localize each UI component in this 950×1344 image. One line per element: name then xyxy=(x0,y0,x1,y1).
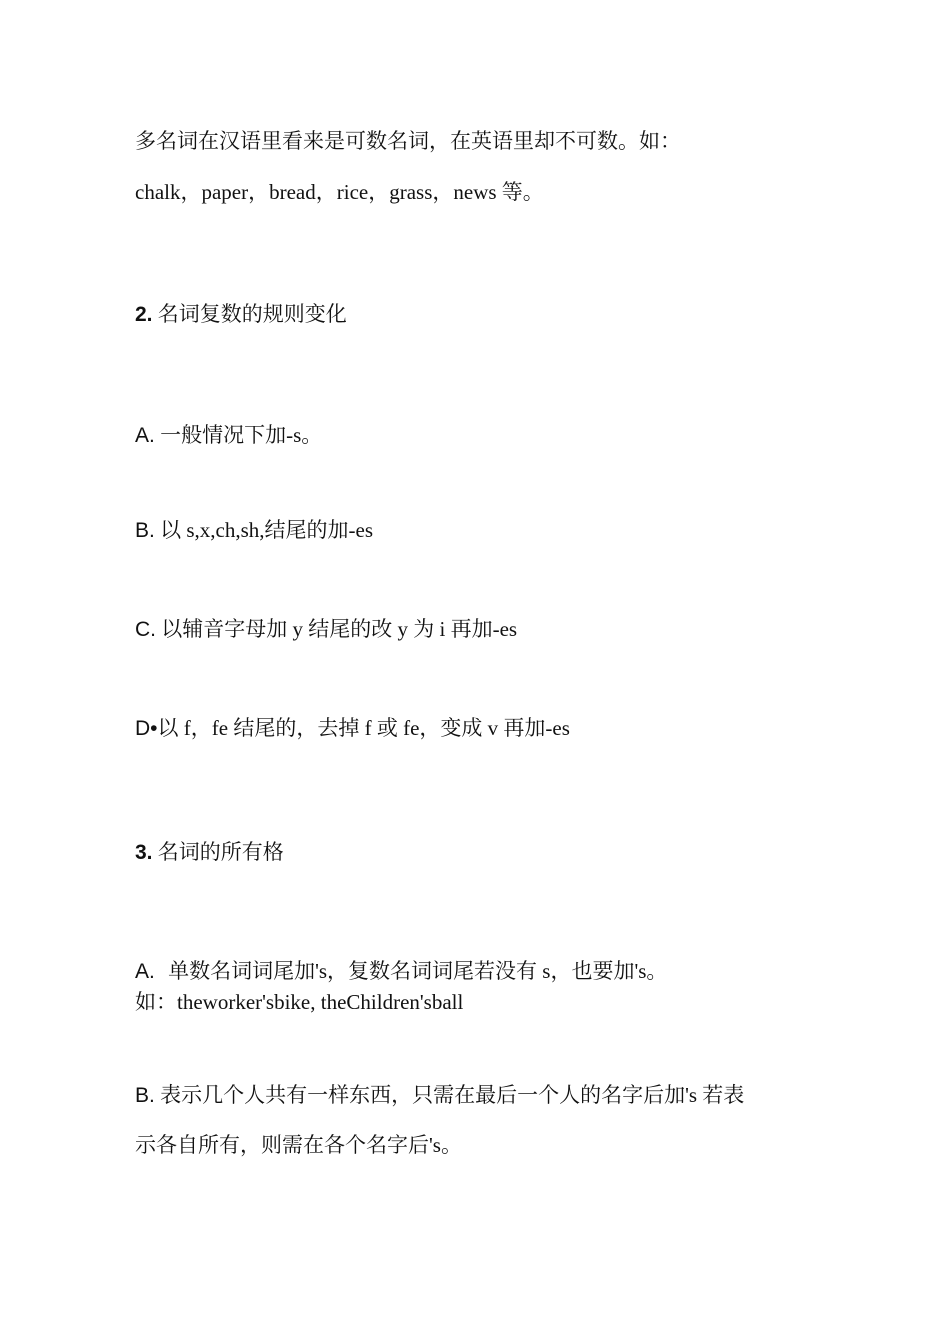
item-text: 单数名词词尾加's，复数名词词尾若没有 s，也要加's。 xyxy=(168,959,668,983)
section-3-heading xyxy=(135,838,284,867)
item-text: 以辅音字母加 y 结尾的改 y 为 i 再加-es xyxy=(161,617,518,641)
item-text: 一般情况下加-s。 xyxy=(160,423,323,447)
item-label: D• xyxy=(135,717,158,740)
section-2-item-b xyxy=(135,516,373,545)
item-example: 如：theworker'sbike, theChildren'sball xyxy=(135,990,464,1014)
section-3-item-a-example xyxy=(135,988,463,1016)
item-label: C. xyxy=(135,618,156,641)
item-label: A. xyxy=(135,424,155,447)
item-text: 表示几个人共有一样东西，只需在最后一个人的名字后加's 若表 xyxy=(160,1083,745,1107)
section-3-title: 名词的所有格 xyxy=(157,840,284,864)
section-3-item-a xyxy=(135,957,667,986)
item-label: B. xyxy=(135,519,155,542)
section-2-item-a xyxy=(135,421,322,450)
item-label: A. xyxy=(135,960,155,983)
item-text: 以 s,x,ch,sh,结尾的加-es xyxy=(160,518,373,542)
intro-text-1: 多名词在汉语里看来是可数名词，在英语里却不可数。如： xyxy=(135,129,681,153)
section-2-item-d xyxy=(135,714,570,743)
intro-text-2: chalk，paper，bread，rice，grass，news 等。 xyxy=(135,180,544,204)
section-3-item-b xyxy=(135,1081,744,1110)
section-3-number: 3. xyxy=(135,841,153,864)
section-2-heading xyxy=(135,300,347,329)
intro-line-1 xyxy=(135,127,681,155)
intro-line-2 xyxy=(135,178,544,206)
item-text-continued: 示各自所有，则需在各个名字后's。 xyxy=(135,1133,462,1157)
item-label: B. xyxy=(135,1084,155,1107)
section-3-item-b-continued xyxy=(135,1131,462,1159)
item-text: 以 f，fe 结尾的，去掉 f 或 fe，变成 v 再加-es xyxy=(157,716,570,740)
section-2-number: 2. xyxy=(135,303,153,326)
section-2-title: 名词复数的规则变化 xyxy=(157,302,347,326)
section-2-item-c xyxy=(135,615,517,644)
